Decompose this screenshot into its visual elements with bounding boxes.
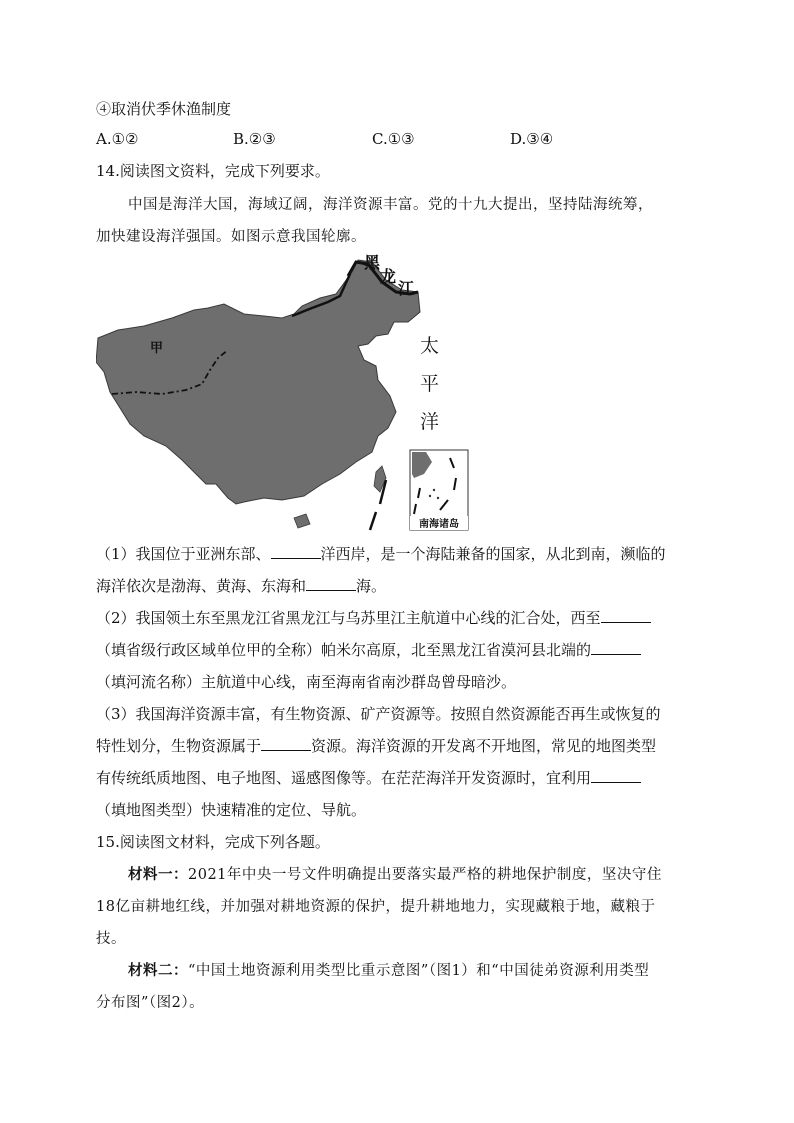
blank-river — [591, 640, 641, 655]
label-jia: 甲 — [150, 341, 164, 356]
label-long: 龙 — [380, 267, 397, 286]
label-yang: 洋 — [420, 411, 440, 433]
q14-p3-line2: 特性划分，生物资源属于 资源。海洋资源的开发离不开地图，常见的地图类型 — [96, 737, 657, 755]
q15-heading: 15.阅读图文材料，完成下列各题。 — [96, 833, 330, 851]
q14-intro-line2: 加快建设海洋强国。如图示意我国轮廓。 — [96, 229, 366, 245]
q14-p1-line1: （1）我国位于亚洲东部、 洋西岸，是一个海陆兼备的国家，从北到南，濒临的 — [96, 545, 666, 563]
label-ping: 平 — [420, 373, 440, 395]
q15-m1-line2: 18亿亩耕地红线，并加强对耕地资源的保护，提升耕地地力，实现藏粮于地，藏粮于 — [96, 899, 656, 915]
label-hei: 黑 — [364, 253, 381, 272]
q15-m2-line1: 材料二：“中国土地资源利用类型比重示意图”（图1）和“中国徒弟资源利用类型 — [128, 962, 650, 979]
q15-m1-line1: 材料一：2021年中央一号文件明确提出要落实最严格的耕地保护制度，坚决守住 — [128, 866, 662, 883]
q14-intro-line1: 中国是海洋大国，海域辽阔，海洋资源丰富。党的十九大提出，坚持陆海统筹， — [128, 197, 653, 213]
hainan-island — [294, 514, 310, 528]
q13-item4: ④取消伏季休渔制度 — [96, 100, 232, 118]
blank-ocean — [271, 544, 321, 559]
blank-resource-type — [261, 736, 311, 751]
q13-option-b: B.②③ — [233, 130, 276, 148]
china-outline-map — [96, 252, 476, 534]
q13-option-a: A.①② — [96, 130, 139, 148]
q14-p1-line2: 海洋依次是渤海、黄海、东海和 海。 — [96, 577, 387, 595]
q14-p3-line4: （填地图类型）快速精准的定位、导航。 — [96, 801, 367, 819]
blank-province — [601, 608, 651, 623]
blank-sea — [306, 576, 356, 591]
q14-p3-line3: 有传统纸质地图、电子地图、遥感图像等。在茫茫海洋开发资源时，宜利用 — [96, 767, 641, 788]
blank-map-type — [591, 768, 641, 783]
q14-p2-line3: （填河流名称）主航道中心线，南至海南省南沙群岛曾母暗沙。 — [96, 673, 517, 691]
q14-p3-line1: （3）我国海洋资源丰富，有生物资源、矿产资源等。按照自然资源能否再生或恢复的 — [96, 705, 661, 723]
dash-line-segment-2 — [370, 512, 376, 530]
label-jiang: 江 — [398, 279, 415, 298]
inset-label: 南海诸岛 — [419, 519, 459, 530]
q14-p2-line1: （2）我国领土东至黑龙江省黑龙江与乌苏里江主航道中心线的汇合处，西至 — [96, 607, 651, 628]
q14-p2-line2: （填省级行政区域单位甲的全称）帕米尔高原，北至黑龙江省漠河县北端的 — [96, 639, 641, 660]
q13-option-d: D.③④ — [510, 130, 554, 148]
china-landmass — [96, 260, 420, 504]
q15-m1-line3: 技。 — [96, 931, 126, 947]
label-tai: 太 — [420, 335, 440, 357]
q13-option-c: C.①③ — [372, 130, 415, 148]
q14-heading: 14.阅读图文资料，完成下列要求。 — [96, 162, 330, 180]
q15-m2-line2: 分布图”（图2）。 — [96, 995, 205, 1011]
